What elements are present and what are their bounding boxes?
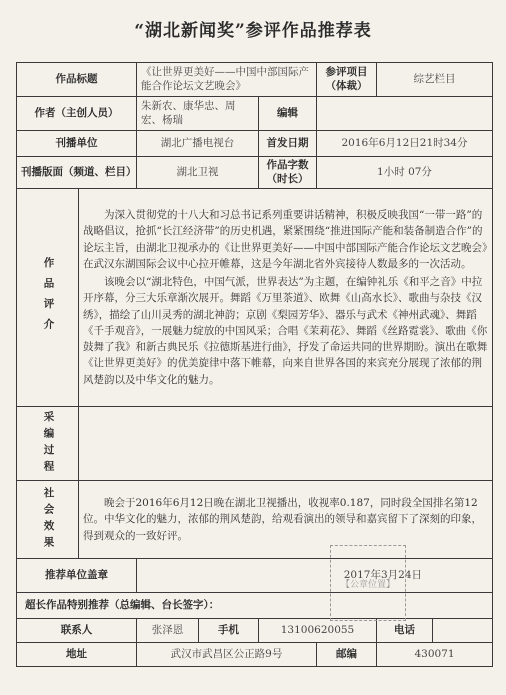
word-count-value: 1小时 07分	[317, 157, 493, 189]
postcode-label: 邮编	[317, 643, 377, 667]
editing-label-text: 采编过程	[42, 410, 55, 477]
publisher-value: 湖北广播电视台	[137, 131, 259, 157]
section-label: 刊播版面（频道、栏目）	[17, 157, 137, 189]
contact-person-value: 张泽恩	[137, 619, 199, 643]
effect-body	[79, 481, 493, 559]
special-label: 超长作品特别推荐（总编辑、台长签字）：	[17, 593, 493, 619]
editing-body	[79, 407, 493, 481]
mobile-label: 手机	[199, 619, 259, 643]
work-title-value: 《让世界更美好——中国中部国际产能合作论坛文艺晚会》	[137, 63, 317, 97]
intro-paragraph-2: 该晚会以“湖北特色，中国气派，世界表达”为主题，在编钟礼乐《和平之音》中拉开序幕，分三大乐章渐次展开。舞蹈《万里茶道》、欧舞《山高水长》、歌曲与杂技《汉绣》，描绘了山川灵秀的湖北神韵；京剧《梨园芳华》、器乐与武术《神州武魂》、舞蹈《千手观音》，一展魅力绽放的中国风采；合唱《茉莉花》、舞蹈《丝路霓裳》、歌曲《你鼓舞了我》和新古典民乐《拉德斯基进行曲》，抒发了命运共同的世界期盼。演出在歌舞《让世界更美好》的优美旋律中落下帷幕，向来自世界各国的来宾充分展现了浓郁的荆风楚韵以及中华文化的魅力。	[83, 276, 488, 386]
address-label: 地址	[17, 643, 137, 667]
entry-item-value: 综艺栏目	[377, 63, 493, 97]
author-value: 朱新农、康华忠、周宏、杨瑞	[137, 97, 259, 131]
contact-person-label: 联系人	[17, 619, 137, 643]
editing-label	[17, 407, 79, 481]
intro-paragraph-1: 为深入贯彻党的十八大和习总书记系列重要讲话精神，积极反映我国“一带一路”的战略倡议，抢抓“长江经济带”的历史机遇，紧紧围绕“推进国际产能和装备制造合作”的论坛主旨，由湖北卫视承办的《让世界更美好——中国中部国际产能合作论坛文艺晚会》在武汉东湖国际会议中心拉开帷幕，这是今年湖北省外宾接待人数最多的一次活动。	[83, 209, 488, 270]
phone-label: 电话	[377, 619, 433, 643]
first-date-value: 2016年6月12日21时34分	[317, 131, 493, 157]
address-value: 武汉市武昌区公正路9号	[137, 643, 317, 667]
recommend-label: 推荐单位盖章	[17, 559, 137, 593]
editor-value	[317, 97, 493, 131]
entry-item-label: 参评项目（体裁）	[317, 63, 377, 97]
effect-label	[17, 481, 79, 559]
mobile-value: 13100620055	[259, 619, 377, 643]
seal-placeholder: 【公章位置】	[330, 545, 406, 621]
effect-text: 晚会于2016年6月12日晚在湖北卫视播出，收视率0.187，同时段全国排名第12位。中华文化的魅力，浓郁的荆风楚韵，给观看演出的领导和嘉宾留下了深刻的印象，得到观众的一致好评。	[83, 497, 482, 542]
intro-body	[79, 189, 493, 407]
word-count-label: 作品字数（时长）	[259, 157, 317, 189]
effect-label-text: 社会效果	[42, 486, 55, 553]
section-value: 湖北卫视	[137, 157, 259, 189]
intro-label-text: 作品评介	[42, 256, 55, 339]
form-title: “湖北新闻奖”参评作品推荐表	[134, 21, 372, 41]
author-label: 作者（主创人员）	[17, 97, 137, 131]
phone-value	[433, 619, 493, 643]
first-date-label: 首发日期	[259, 131, 317, 157]
intro-label	[17, 189, 79, 407]
work-title-label: 作品标题	[17, 63, 137, 97]
editor-label: 编辑	[259, 97, 317, 131]
postcode-value: 430071	[377, 643, 493, 667]
recommend-date: 2017年3月24日	[137, 559, 493, 593]
form-table	[16, 62, 493, 667]
publisher-label: 刊播单位	[17, 131, 137, 157]
